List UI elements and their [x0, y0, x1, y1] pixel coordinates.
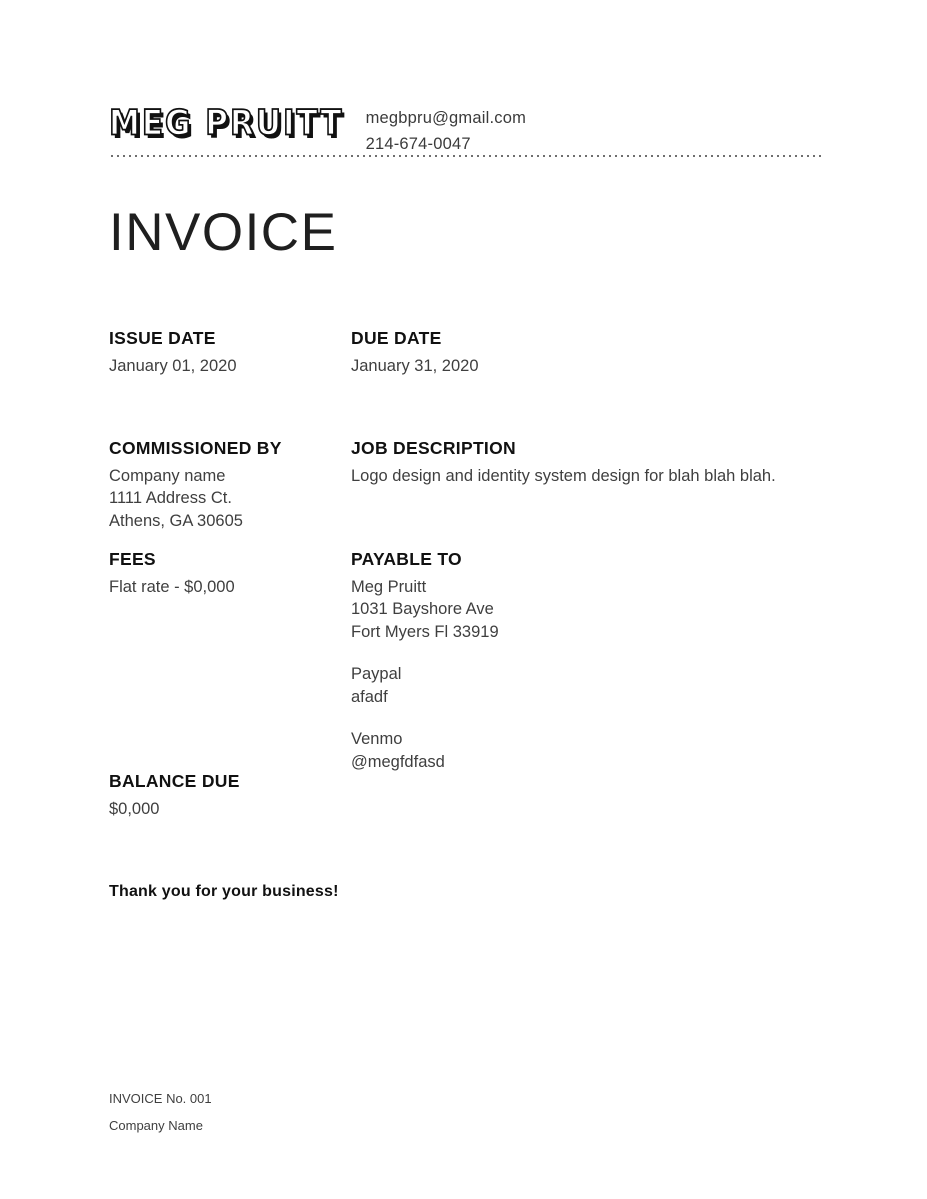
commissioned-by-company: Company name: [109, 467, 226, 485]
footer-invoice-number: INVOICE No. 001: [109, 1091, 212, 1106]
payable-to-name: Meg Pruitt: [351, 578, 427, 596]
job-description-label: JOB DESCRIPTION: [351, 438, 516, 458]
payable-to-address2: Fort Myers Fl 33919: [351, 622, 499, 641]
payable-to-address1: 1031 Bayshore Ave: [351, 600, 494, 619]
commissioned-by-city: Athens, GA 30605: [109, 511, 243, 530]
commissioned-by-block: [109, 438, 282, 532]
issue-date-label: ISSUE DATE: [109, 328, 216, 348]
footer-company-name: Company Name: [109, 1117, 203, 1133]
job-description-block: [351, 438, 776, 487]
contact-phone: 214-674-0047: [365, 134, 471, 153]
invoice-header: [109, 100, 821, 157]
fees-label: FEES: [109, 549, 156, 569]
header-divider: [109, 155, 821, 157]
page-title: INVOICE: [109, 203, 338, 262]
due-date-value: January 31, 2020: [351, 357, 479, 375]
commissioned-by-label: COMMISSIONED BY: [109, 438, 282, 458]
due-date-label: DUE DATE: [351, 328, 442, 348]
due-date-block: [351, 328, 479, 377]
balance-due-block: [109, 771, 240, 820]
paypal-label: Paypal: [351, 665, 402, 684]
balance-due-value: $0,000: [109, 800, 160, 818]
job-description-value: Logo design and identity system design for blah blah blah.: [351, 467, 776, 485]
contact-email: megbpru@gmail.com: [365, 109, 527, 127]
fees-value: Flat rate - $0,000: [109, 578, 235, 596]
venmo-handle: @megfdfasd: [351, 752, 445, 771]
commissioned-by-street: 1111 Address Ct.: [109, 489, 232, 508]
venmo-label: Venmo: [351, 730, 403, 749]
paypal-handle: afadf: [351, 687, 388, 706]
thank-you-note: Thank you for your business!: [109, 883, 339, 900]
issue-date-value: January 01, 2020: [109, 357, 237, 375]
payable-to-block: [351, 549, 499, 773]
venmo-group: [351, 728, 499, 773]
invoice-footer: [109, 1086, 212, 1139]
balance-due-label: BALANCE DUE: [109, 771, 240, 791]
payable-to-label: PAYABLE TO: [351, 549, 462, 569]
paypal-group: [351, 663, 499, 708]
contact-info: [366, 100, 526, 157]
logo-wordmark: MEG PRUITT: [109, 103, 344, 144]
issue-date-block: [109, 328, 237, 377]
fees-block: [109, 549, 235, 598]
